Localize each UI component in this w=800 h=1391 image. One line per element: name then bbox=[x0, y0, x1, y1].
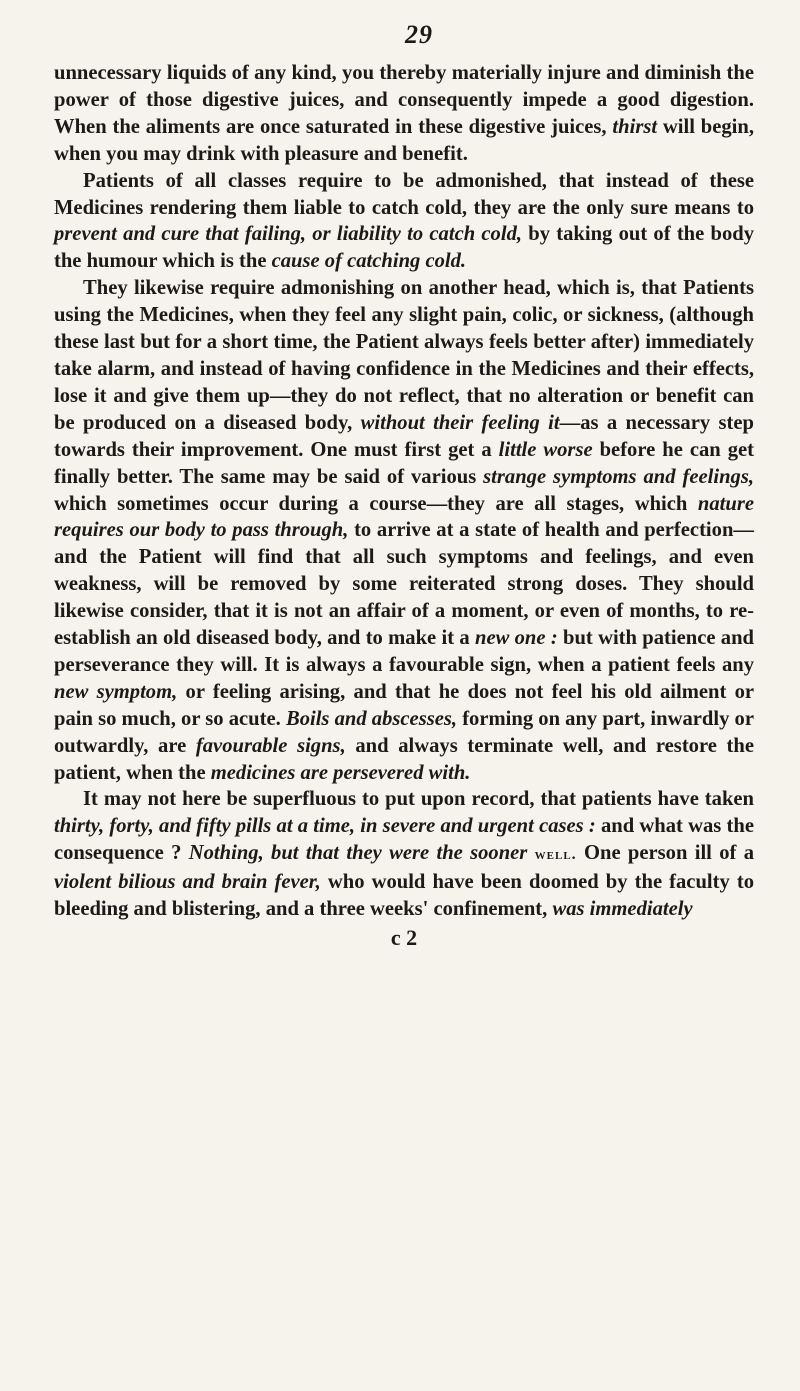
italic-text: thirty, forty, and fifty pills at a time, in severe and urgent cases : bbox=[54, 815, 596, 838]
text-run: forming on any part, inwardly or outwardly, are bbox=[54, 707, 754, 757]
italic-text: medicines are persevered with. bbox=[210, 761, 471, 784]
italic-text: Nothing, but that they were the sooner bbox=[188, 842, 528, 865]
text-run: will begin, when you may drink with pleasure and benefit. bbox=[54, 115, 754, 165]
text-run: who would have been doomed by the faculty to bleeding and blistering, and a three weeks' confinement, bbox=[54, 871, 754, 921]
text-run: It may not here be superfluous to put upon record, that patients have taken bbox=[83, 788, 754, 811]
signature-mark: c 2 bbox=[390, 925, 418, 950]
italic-text: little worse bbox=[498, 438, 593, 461]
text-run bbox=[527, 842, 534, 864]
italic-text: favourable signs, bbox=[195, 734, 346, 757]
text-run: They likewise require admonishing on another head, which is, that Patients using the Medicines, when they feel any slight pain, colic, or sickness, (although these last but for a short time, the Patient always feels better after) immediately take alarm, and instead of having confidence in the Medicines and their effects, lose it and give them up—they do not reflect, that no alteration or benefit can be produced on a diseased body, bbox=[54, 277, 754, 434]
italic-text: without their feeling it bbox=[360, 411, 560, 434]
italic-text: thirst bbox=[612, 115, 658, 138]
paragraph bbox=[54, 786, 754, 923]
small-caps-text: well. bbox=[534, 846, 577, 864]
text-run: before he can get finally better. The same may be said of various bbox=[54, 438, 755, 488]
text-run: Patients of all classes require to be admonished, that instead of these Medicines rendering them liable to catch cold, they are the only sure means to bbox=[54, 169, 754, 219]
italic-text: strange symptoms and feelings, bbox=[483, 465, 754, 488]
text-run: by taking out of the body the humour which is the bbox=[54, 223, 755, 273]
italic-text: Boils and abscesses, bbox=[285, 707, 458, 730]
text-run: unnecessary liquids of any kind, you thereby materially injure and diminish the power of those digestive juices, and consequently impede a good digestion. When the aliments are once saturated in these digestive juices, bbox=[54, 62, 754, 138]
text-run: —as a necessary step towards their improvement. One must first get a bbox=[54, 411, 754, 461]
text-run: which sometimes occur during a course—they are all stages, which bbox=[54, 492, 698, 515]
paragraph bbox=[54, 168, 754, 276]
paragraph bbox=[54, 60, 754, 168]
text-run: to arrive at a state of health and perfection—and the Patient will find that all such symptoms and feelings, and even weakness, will be removed by some reiterated strong doses. They should likewise consider, that it is not an affair of a moment, or even of months, to re-establish an old diseased body, and to make it a bbox=[54, 519, 754, 650]
paragraph bbox=[54, 275, 754, 786]
page-number: 29 bbox=[405, 20, 433, 49]
text-run: but with patience and perseverance they will. It is always a favourable sign, when a patient feels any bbox=[54, 627, 755, 676]
text-run: and always terminate well, and restore the patient, when the bbox=[54, 734, 754, 784]
italic-text: new one : bbox=[475, 627, 558, 650]
italic-text: nature requires our body to pass through, bbox=[54, 492, 754, 542]
italic-text: new symptom, bbox=[54, 680, 178, 703]
text-run: or feeling arising, and that he does not feel his old ailment or pain so much, or so acute. bbox=[54, 680, 755, 730]
italic-text: cause of catching cold. bbox=[271, 250, 467, 273]
book-page bbox=[54, 22, 754, 951]
body-text bbox=[54, 60, 754, 923]
italic-text: was immediately bbox=[552, 898, 693, 921]
italic-text: prevent and cure that failing, or liability to catch cold, bbox=[54, 223, 523, 246]
text-run: One person ill of a bbox=[576, 842, 754, 865]
italic-text: violent bilious and brain fever, bbox=[54, 871, 321, 894]
text-run: and what was the consequence ? bbox=[54, 815, 754, 865]
